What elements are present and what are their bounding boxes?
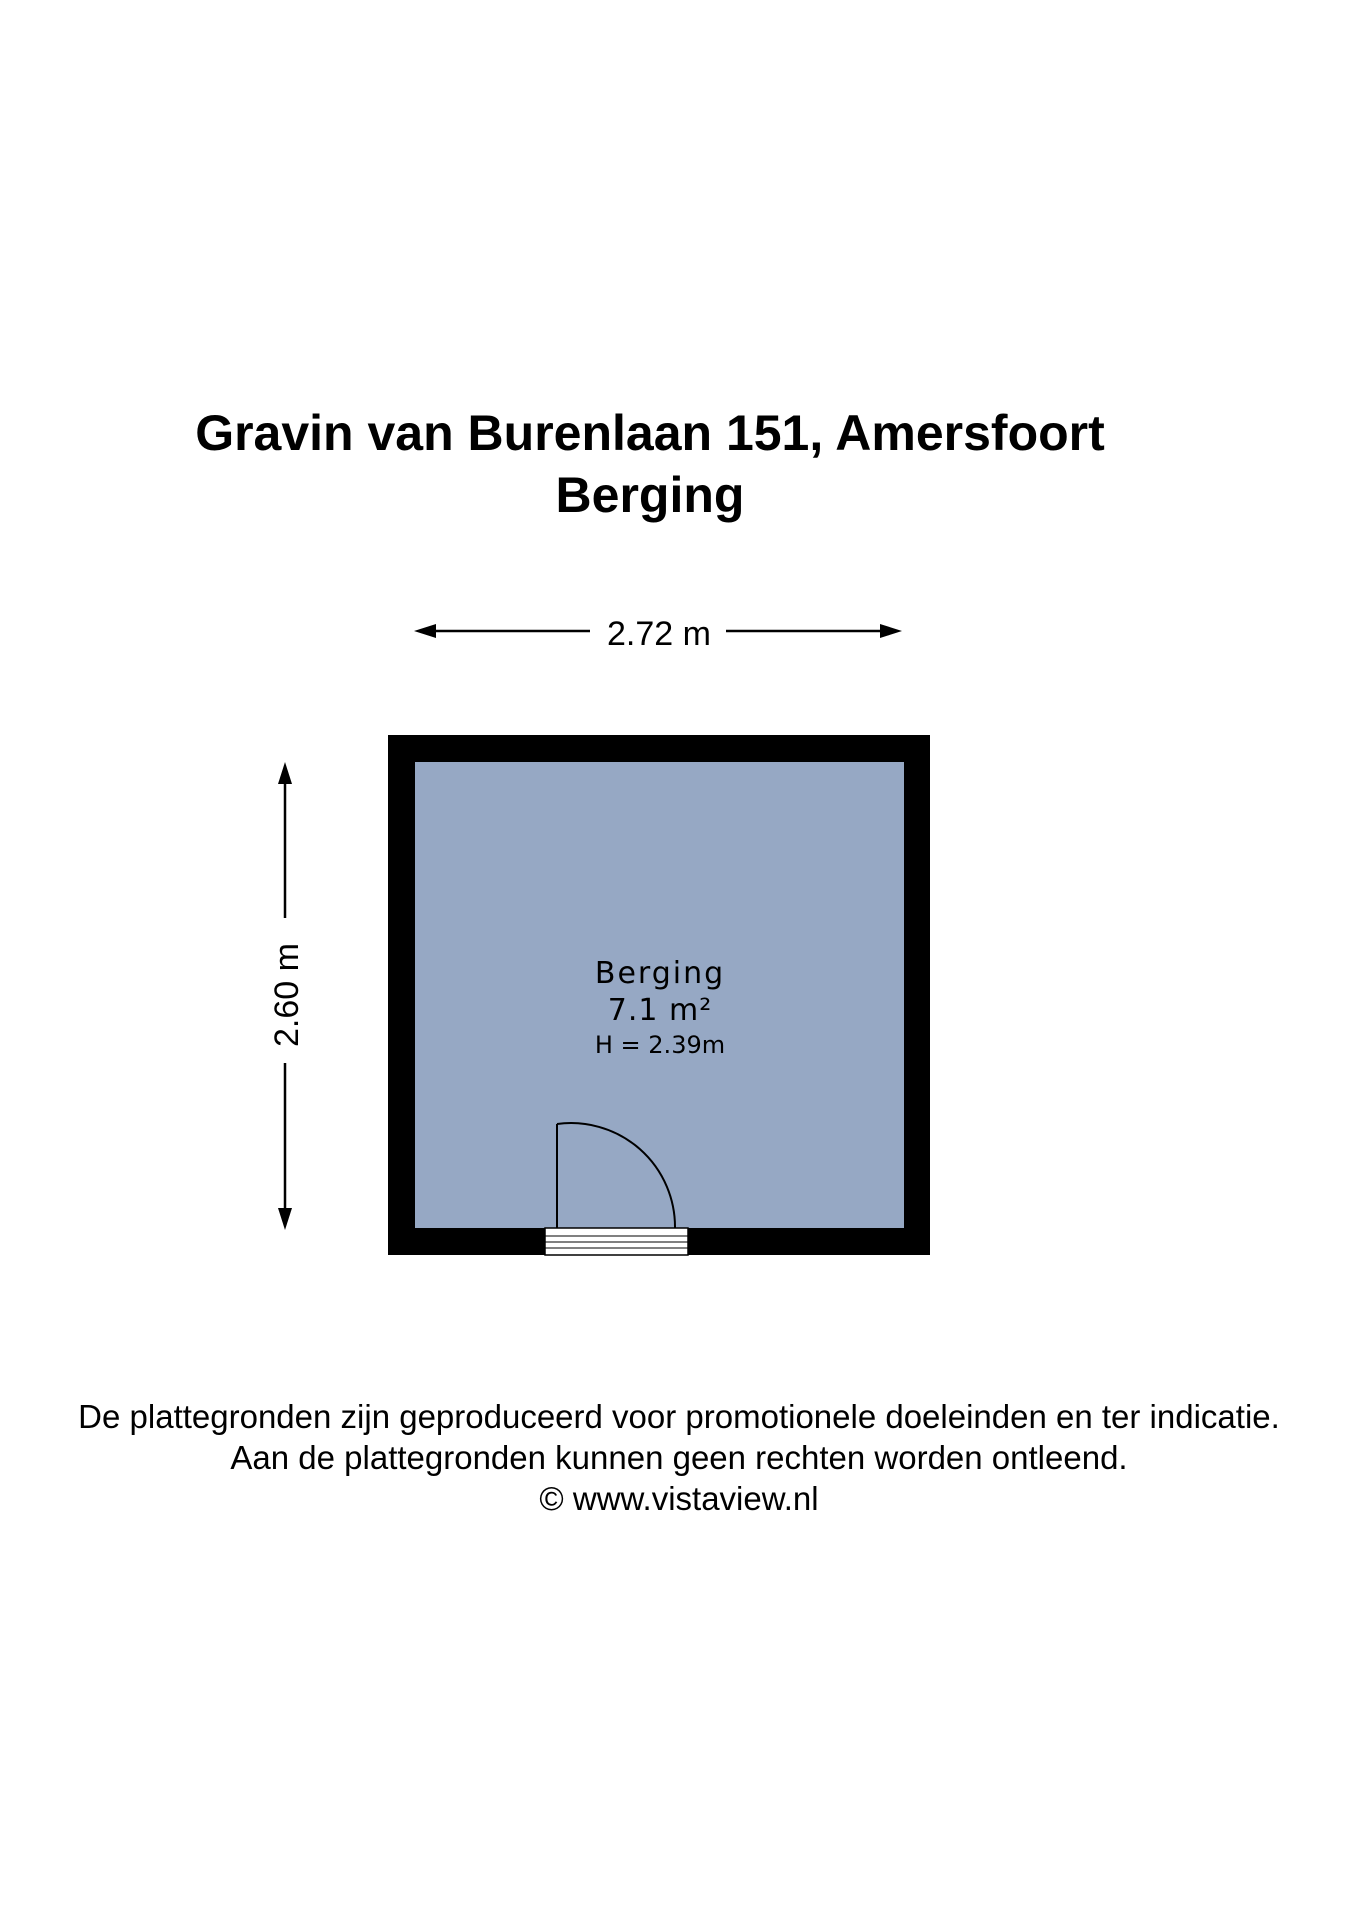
- arrow-right-icon: [880, 624, 902, 638]
- disclaimer-line-1: De plattegronden zijn geproduceerd voor promotionele doeleinden en ter indicatie.: [78, 1398, 1280, 1435]
- floor-title: Berging: [555, 467, 745, 523]
- width-dimension-label: 2.72 m: [607, 615, 711, 653]
- copyright-line: © www.vistaview.nl: [539, 1480, 819, 1517]
- arrow-up-icon: [278, 762, 292, 784]
- room-area: 7.1 m²: [607, 993, 713, 1028]
- room-name: Berging: [594, 956, 726, 991]
- address-title: Gravin van Burenlaan 151, Amersfoort: [195, 405, 1105, 461]
- height-dimension-label: 2.60 m: [268, 943, 306, 1047]
- disclaimer-line-2: Aan de plattegronden kunnen geen rechten worden ontleend.: [230, 1439, 1128, 1476]
- arrow-left-icon: [414, 624, 436, 638]
- disclaimer: [0, 1396, 1358, 1519]
- arrow-down-icon: [278, 1208, 292, 1230]
- room-ceiling-height: H = 2.39m: [594, 1031, 726, 1059]
